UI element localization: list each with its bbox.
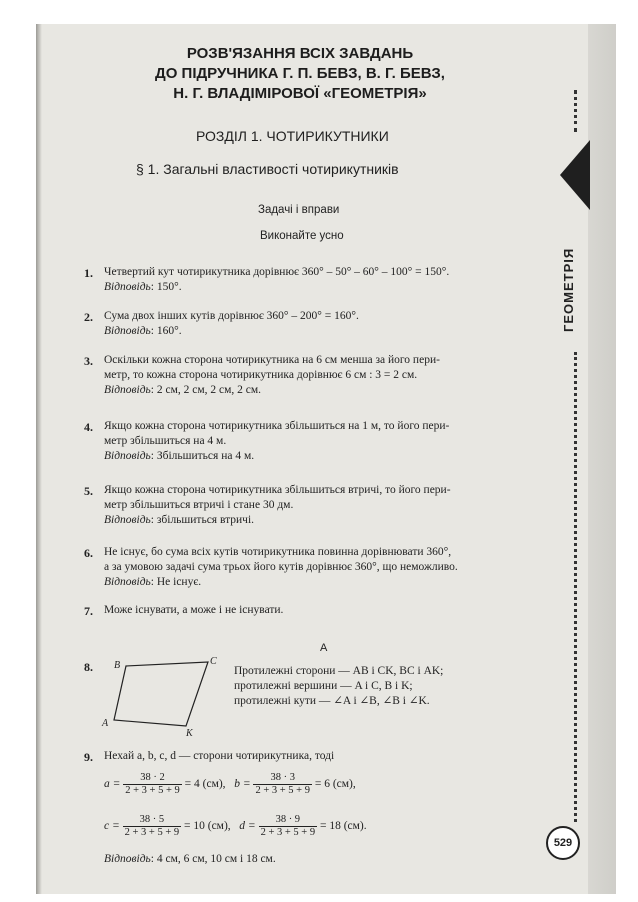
quadrilateral-diagram	[100, 654, 220, 740]
problem-8-line-2: протилежні вершини — A і C, B і K;	[234, 680, 413, 692]
problem-5-text: Якщо кожна сторона чотирикутника збільшиться втричі, то його пери-	[104, 484, 451, 496]
answer-label: Відповідь	[104, 853, 151, 865]
answer-label: Відповідь	[104, 576, 151, 588]
problem-4-text-2: метр збільшиться на 4 м.	[104, 435, 227, 447]
problem-4-number: 4.	[84, 420, 93, 434]
problem-5-number: 5.	[84, 484, 93, 498]
problem-5-text-2: метр збільшиться втричі і стане 30 дм.	[104, 499, 294, 511]
subheading: Задачі і вправи	[258, 204, 340, 216]
problem-8-text	[234, 664, 443, 709]
page-right-bleed	[588, 24, 616, 894]
problem-6-number: 6.	[84, 546, 93, 560]
problem-1-text: Четвертий кут чотирикутника дорівнює 360° – 50° – 60° – 100° = 150°.	[104, 266, 450, 278]
formula-d-lhs: d =	[239, 820, 256, 833]
vertex-label-c: C	[210, 656, 217, 667]
problem-3-text: Оскільки кожна сторона чотирикутника на 6 см менша за його пери-	[104, 354, 440, 366]
dotted-line-top	[574, 90, 578, 132]
header-line-2: ДО ПІДРУЧНИКА Г. П. БЕВЗ, В. Г. БЕВЗ,	[155, 65, 445, 82]
subsubheading: Виконайте усно	[260, 230, 344, 242]
problem-3-text-2: метр, то кожна сторона чотирикутника дорівнює 6 см : 3 = 2 см.	[104, 369, 418, 381]
problem-2-number: 2.	[84, 310, 93, 324]
side-tab-label: ГЕОМЕТРІЯ	[561, 247, 576, 333]
problem-1-number: 1.	[84, 266, 93, 280]
answer-label: Відповідь	[104, 281, 151, 293]
problem-1-answer: Відповідь: 150°.	[104, 281, 182, 293]
problem-4-text: Якщо кожна сторона чотирикутника збільшиться на 1 м, то його пери-	[104, 420, 450, 432]
problem-7-text: Може існувати, а може і не існувати.	[104, 604, 284, 616]
answer-label: Відповідь	[104, 384, 151, 396]
vertex-label-b: B	[114, 660, 121, 671]
problem-2-answer: Відповідь: 160°.	[104, 325, 182, 337]
vertex-label-a: A	[102, 718, 109, 729]
problem-6-text-2: а за умовою задачі сума трьох його кутів дорівнює 360°, що неможливо.	[104, 561, 458, 573]
problem-2-text: Сума двох інших кутів дорівнює 360° – 200° = 160°.	[104, 310, 359, 322]
formula-b-result: = 6 (см),	[314, 778, 356, 791]
quadrilateral-shape	[114, 662, 208, 726]
problem-8-heading: А	[320, 642, 328, 654]
answer-label: Відповідь	[104, 450, 151, 462]
formula-row-2	[104, 814, 367, 839]
section-title: РОЗДІЛ 1. ЧОТИРИКУТНИКИ	[196, 128, 389, 144]
answer-label: Відповідь	[104, 514, 151, 526]
formula-c-lhs: c =	[104, 820, 120, 833]
paragraph-title: § 1. Загальні властивості чотирикутників	[136, 161, 399, 177]
answer-label: Відповідь	[104, 325, 151, 337]
problem-6-text: Не існує, бо сума всіх кутів чотирикутника повинна дорівнювати 360°,	[104, 546, 452, 558]
formula-a-result: = 4 (см),	[184, 778, 226, 791]
problem-5-answer: Відповідь: збільшиться втричі.	[104, 514, 255, 526]
problem-4-answer: Відповідь: Збільшиться на 4 м.	[104, 450, 255, 462]
page-left-shadow	[36, 24, 42, 894]
problem-8-number: 8.	[84, 660, 93, 674]
formula-d-fraction: $\frac{38 \cdot 9}{2 + 3 + 5 + 9}$	[260, 814, 316, 838]
page-number: 529	[546, 826, 580, 860]
vertex-label-k: K	[186, 728, 193, 739]
problem-3-answer: Відповідь: 2 см, 2 см, 2 см, 2 см.	[104, 384, 262, 396]
problem-9-number: 9.	[84, 750, 93, 764]
formula-c-result: = 10 (см),	[184, 820, 231, 833]
problem-9-answer: Відповідь: 4 см, 6 см, 10 см і 18 см.	[104, 853, 276, 865]
formula-b-lhs: b =	[234, 778, 251, 791]
problem-9-text: Нехай a, b, c, d — сторони чотирикутника, тоді	[104, 750, 335, 762]
formula-a-fraction: $\frac{38 \cdot 2}{2 + 3 + 5 + 9}$	[125, 772, 180, 796]
problem-6-answer: Відповідь: Не існує.	[104, 576, 202, 588]
problem-7-number: 7.	[84, 604, 93, 618]
formula-row-1	[104, 772, 356, 797]
formula-d-result: = 18 (см).	[319, 820, 367, 833]
dotted-line-bottom	[574, 352, 578, 822]
formula-c-fraction: $\frac{38 \cdot 5}{2 + 3 + 5 + 9}$	[124, 814, 180, 838]
problem-8-line-1: Протилежні сторони — AB і CK, BC і AK;	[234, 665, 444, 677]
header-line-3: Н. Г. ВЛАДІМІРОВОЇ «ГЕОМЕТРІЯ»	[173, 85, 427, 102]
formula-b-fraction: $\frac{38 \cdot 3}{2 + 3 + 5 + 9}$	[255, 772, 310, 796]
formula-a-lhs: a =	[104, 778, 121, 791]
problem-8-line-3: протилежні кути — ∠A і ∠B, ∠B і ∠K.	[234, 695, 430, 707]
problem-3-number: 3.	[84, 354, 93, 368]
side-tab-arrow	[560, 140, 590, 210]
header-line-1: РОЗВ'ЯЗАННЯ ВСІХ ЗАВДАНЬ	[186, 45, 414, 62]
